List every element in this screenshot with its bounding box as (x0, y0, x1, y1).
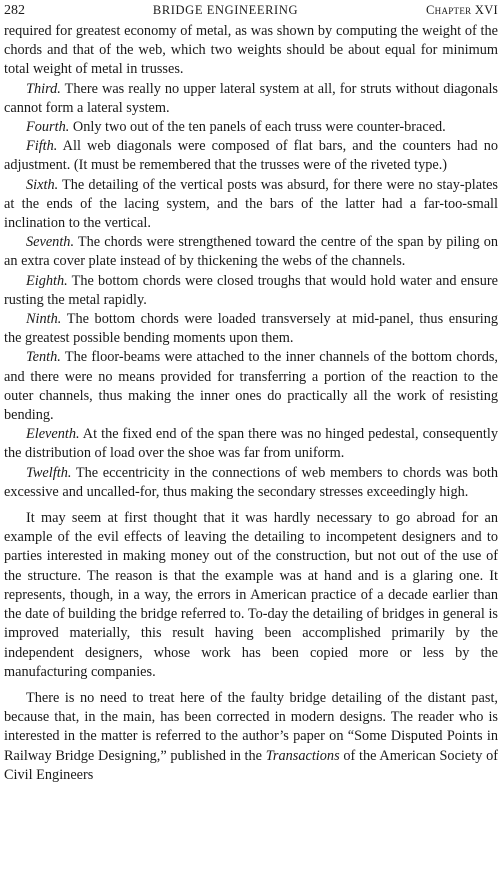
item-lead: Tenth. (26, 349, 61, 366)
list-item-sixth (4, 176, 498, 234)
item-text: There was really no upper lateral system at all, for struts without diagonals cannot form a lateral system. (4, 80, 498, 116)
list-item-seventh (4, 233, 498, 271)
item-text: The floor-beams were attached to the inner channels of the bottom chords, and there were no means provided for transferring a portion of the reaction to the outer channels, thus making the inner ones do practically all the work of resisting bending. (4, 349, 498, 424)
list-item-eighth (4, 272, 498, 310)
list-item-ninth (4, 310, 498, 348)
item-text: The detailing of the vertical posts was absurd, for there were no stay-plates at the ends of the lacing system, and the bars of the latter had a far-too-small inclination to the vertical. (4, 176, 498, 232)
list-item-tenth (4, 348, 498, 425)
paragraph-text: of the American Society of Civil Engineers (4, 747, 498, 783)
running-title: BRIDGE ENGINEERING (152, 3, 299, 17)
body-paragraph-1: It may seem at first thought that it was hardly necessary to go abroad for an example of the evil effects of leaving the detailing to incompetent designers and to parties interested in making money out of the construction, but not out of the use of the structure. The reason is that the example was at hand and is a glaring one. It represents, though, in a way, the errors in American practice of a decade earlier than the date of building the bridge referred to. To-day the detailing of bridges in general is improved materially, this result having been accomplished primarily by the independent designers, whose work has been copied more or less by the manufacturing companies. (4, 510, 498, 680)
item-text: The bottom chords were closed troughs that would hold water and ensure rusting the metal rapidly. (4, 272, 498, 308)
item-lead: Fifth. (26, 138, 58, 155)
list-item-fifth (4, 137, 498, 175)
chapter-label: Chapter XVI (426, 3, 498, 17)
item-lead: Seventh. (26, 234, 75, 251)
item-lead: Third. (26, 80, 61, 97)
list-item-third (4, 80, 498, 118)
paragraph-text: There is no need to treat here of the faulty bridge detailing of the distant past, because that, in the main, has been corrected in modern designs. The reader who is interested in the matter is referred to the author’s paper on “Some Disputed Points in Railway Bridge Designing,” published in the (4, 689, 498, 764)
page-number: 282 (4, 3, 25, 18)
item-text: All web diagonals were composed of flat bars, and the counters had no adjustment. (It must be remembered that the trusses were of the riveted type.) (4, 138, 498, 174)
list-item-twelfth (4, 464, 498, 502)
item-text: Only two out of the ten panels of each truss were counter-braced. (69, 119, 446, 136)
journal-title: Transactions (265, 747, 340, 764)
item-lead: Eighth. (26, 272, 68, 289)
item-lead: Eleventh. (26, 426, 80, 443)
item-lead: Ninth. (26, 311, 62, 328)
item-text: The bottom chords were loaded transversely at mid-panel, thus ensuring the greatest possible bending moments upon them. (4, 311, 498, 347)
item-text: The chords were strengthened toward the centre of the span by piling on an extra cover plate instead of by thickening the webs of the channels. (4, 234, 498, 270)
opening-paragraph: required for greatest economy of metal, as was shown by computing the weight of the chords and that of the web, which two weights should be about equal for minimum total weight of metal in trusses. (4, 23, 498, 78)
list-item-fourth (4, 118, 498, 137)
item-lead: Sixth. (26, 176, 59, 193)
item-text: At the fixed end of the span there was no hinged pedestal, consequently the distribution of load over the shoe was far from uniform. (4, 426, 498, 462)
item-lead: Fourth. (26, 119, 70, 136)
page-body (4, 22, 498, 785)
list-item-eleventh (4, 425, 498, 463)
page-header (4, 0, 498, 22)
body-paragraph-2 (4, 689, 498, 785)
item-lead: Twelfth. (26, 464, 72, 481)
item-text: The eccentricity in the connections of web members to chords was both excessive and uncalled-for, thus making the secondary stresses exceedingly high. (4, 464, 498, 500)
